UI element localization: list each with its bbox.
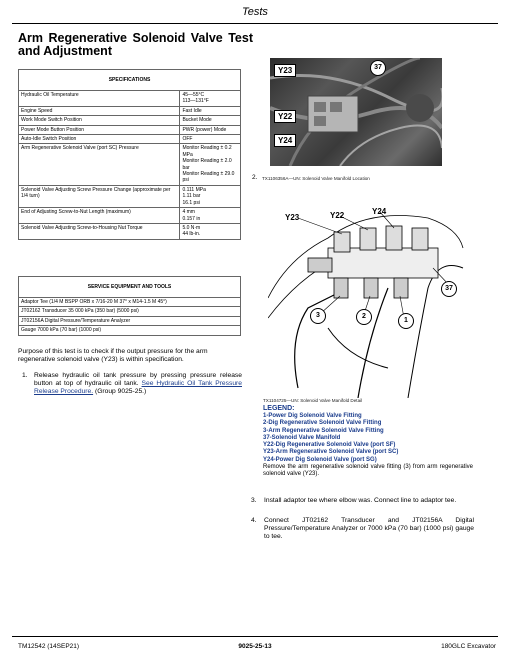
photo-label-y22: Y22 [274,110,296,123]
legend-item: 3-Arm Regenerative Solenoid Valve Fitting [263,427,384,434]
spec-value: Monitor Reading ± 0.2 MPa Monitor Reading ± 2.0 bar Monitor Reading ± 29.0 psi [180,144,241,185]
drawing-label-y23: Y23 [285,213,300,222]
equipment-row [19,307,241,316]
footer-doc-id: TM12542 (14SEP21) [18,643,80,650]
step-3-text: Install adaptor tee where elbow was. Connect line to adaptor tee. [264,497,457,504]
legend-items [263,413,473,464]
legend-item: 1-Power Dig Solenoid Valve Fitting [263,413,362,419]
spec-label: End of Adjusting Screw-to-Nut Length (maximum) [19,208,180,224]
drawing-label-y22: Y22 [330,211,345,220]
legend-item: 37-Solenoid Valve Manifold [263,434,341,441]
drawing-label-y24: Y24 [372,207,387,216]
step-1-group-ref: (Group 9025-25.) [93,388,147,396]
header-rule [12,23,498,24]
spec-row [19,185,241,207]
step-3-number: 3. [251,497,257,504]
legend-item: Y22-Dig Regenerative Solenoid Valve (port SF) [263,442,396,449]
figure-1-caption: TX1106356A—UN: Solenoid Valve Manifold Location [262,176,370,181]
legend-item: Y24-Power Dig Solenoid Valve (port SG) [263,456,377,463]
drawing-label-37: 37 [441,281,457,297]
spec-row [19,106,241,115]
spec-value: 45—55°C 113—131°F [180,91,241,107]
solenoid-manifold-photo [270,58,442,166]
equipment-row [19,298,241,307]
spec-value: Fast Idle [180,106,241,115]
legend-heading: LEGEND: [263,405,295,412]
photo-label-37: 37 [370,60,386,76]
spec-label: Hydraulic Oil Temperature [19,91,180,107]
page-header: Tests [242,6,268,18]
drawing-label-3: 3 [310,308,326,324]
spec-value: OFF [180,135,241,144]
section-title [18,32,253,58]
spec-value: 5.0 N·m 44 lb-in. [180,223,241,239]
legend-item: 2-Dig Regenerative Solenoid Valve Fitting [263,420,382,427]
spec-row [19,116,241,125]
step-4-number: 4. [251,517,257,524]
legend [263,405,473,479]
legend-item: Y23-Arm Regenerative Solenoid Valve (port SC) [263,449,399,456]
spec-label: Solenoid Valve Adjusting Screw-to-Housing Nut Torque [19,223,180,239]
spec-row [19,223,241,239]
specifications-heading: SPECIFICATIONS [19,70,241,91]
legend-note: Remove the arm regenerative solenoid valve fitting (3) from arm regenerative solenoid valve (Y23). [263,464,473,478]
equipment-item: JT02156A Digital Pressure/Temperature Analyzer [19,316,241,325]
figure-2-caption: TX1104725—UN: Solenoid Valve Manifold Detail [263,398,363,403]
spec-label: Work Mode Switch Position [19,116,180,125]
spec-value: 4 mm 0.157 in [180,208,241,224]
equipment-row [19,326,241,335]
spec-value: Bucket Mode [180,116,241,125]
footer-page-number: 9025-25-13 [238,643,272,650]
spec-row [19,144,241,185]
section-title-text: Arm Regenerative Solenoid Valve Test and Adjustment [18,31,253,58]
equipment-row [19,316,241,325]
step-1-body: Release hydraulic oil tank pressure by pressing pressure release button at top of hydraulic oil tank. [34,372,242,388]
equipment-table [18,276,241,336]
specifications-table [18,69,241,240]
drawing-label-2: 2 [356,309,372,325]
step-2-number: 2. [252,174,258,181]
spec-label: Arm Regenerative Solenoid Valve (port SC) Pressure [19,144,180,185]
photo-label-y24: Y24 [274,134,296,147]
spec-label: Auto-Idle Switch Position [19,135,180,144]
pressure-release-link[interactable]: See Hydraulic Oil Tank Pressure Release Procedure. [34,380,242,396]
spec-row [19,208,241,224]
spec-label: Solenoid Valve Adjusting Screw Pressure Change (approximate per 1/4 turn) [19,185,180,207]
footer-model: 180GLC Excavator [441,643,496,650]
purpose-text: Purpose of this test is to check if the output pressure for the arm regenerative solenoid valve (Y23) is within specification. [18,348,208,364]
spec-label: Engine Speed [19,106,180,115]
footer-rule [12,636,498,637]
spec-row [19,91,241,107]
spec-label: Power Mode Button Position [19,125,180,134]
drawing-label-1: 1 [398,313,414,329]
step-1-text [34,372,242,397]
photo-label-y23: Y23 [274,64,296,77]
step-4-text: Connect JT02162 Transducer and JT02156A Digital Pressure/Temperature Analyzer or 7000 kPa (70 bar) (1000 psi) gauge to tee. [264,517,474,541]
spec-value: PWR (power) Mode [180,125,241,134]
equipment-item: Gauge 7000 kPa (70 bar) (1000 psi) [19,326,241,335]
spec-row [19,135,241,144]
equipment-item: JT02162 Transducer 35 000 kPa (350 bar) (5000 psi) [19,307,241,316]
spec-value: 0.111 MPa 1.11 bar 16.1 psi [180,185,241,207]
spec-row [19,125,241,134]
equipment-heading: SERVICE EQUIPMENT AND TOOLS [19,277,241,298]
equipment-item: Adaptor Tee (1/4 M BSPP ORB x 7/16-20 M 37° x M14-1.5 M 45°) [19,298,241,307]
step-1-number: 1. [22,372,28,379]
